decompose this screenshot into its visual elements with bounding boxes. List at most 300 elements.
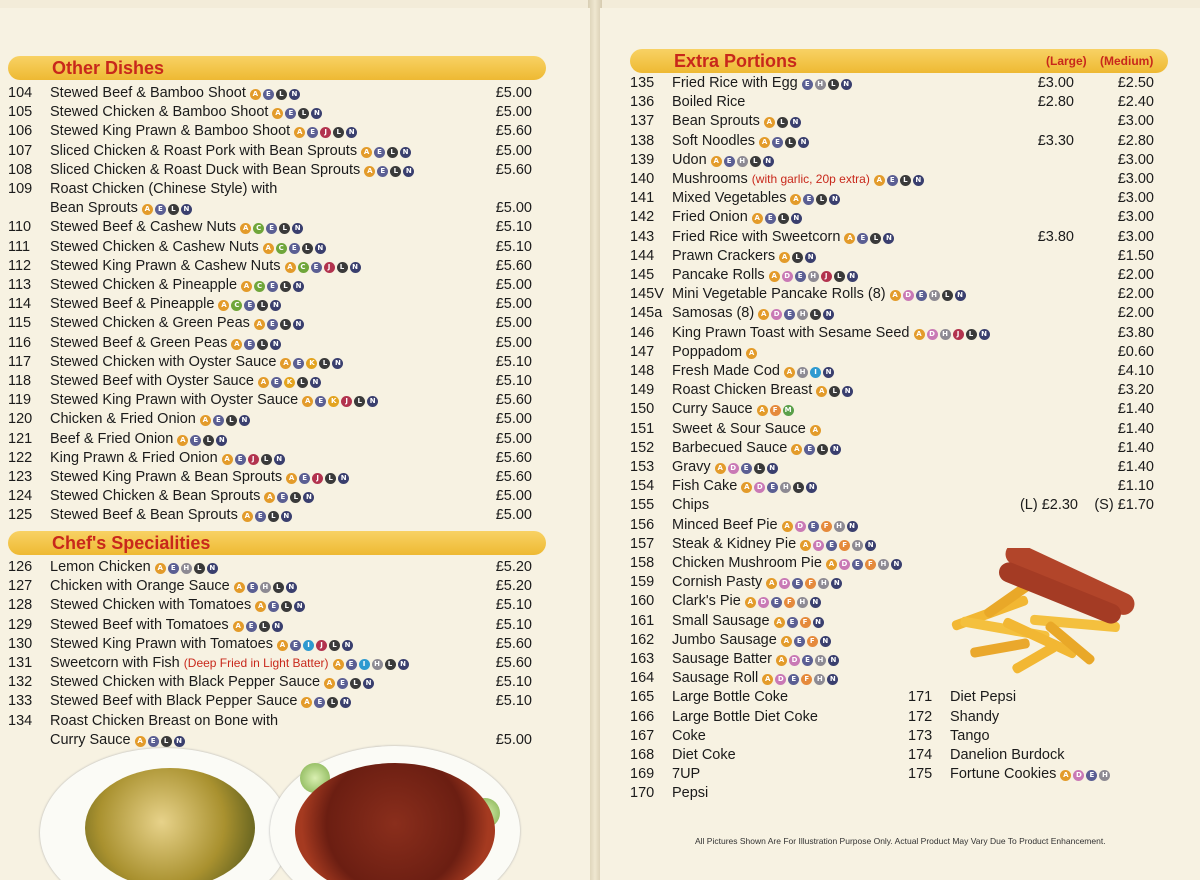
menu-item-row [8, 468, 538, 487]
allergen-badge-a: A [242, 511, 253, 522]
allergen-badge-l: L [828, 79, 839, 90]
item-name: Large Bottle Diet Coke [672, 708, 818, 725]
allergen-badge-e: E [803, 194, 814, 205]
item-name [672, 189, 840, 208]
allergen-badge-a: A [285, 262, 296, 273]
item-number: 113 [8, 277, 32, 293]
allergen-badge-f: F [807, 636, 818, 647]
allergen-badge-h: H [181, 563, 192, 574]
allergen-badges [744, 344, 757, 360]
item-name: Diet Coke [672, 747, 736, 763]
allergen-badge-c: C [231, 300, 242, 311]
allergen-badge-a: A [254, 319, 265, 330]
item-number: 119 [8, 392, 32, 409]
item-name-text: Stewed Beef & Bamboo Shoot [50, 85, 246, 101]
item-price-large: £3.30 [1037, 132, 1074, 149]
item-name-text: Stewed Chicken & Bamboo Shoot [50, 104, 269, 121]
item-price-small: (S) £1.70 [1094, 497, 1154, 514]
allergen-badge-a: A [301, 697, 312, 708]
allergen-badges [253, 597, 305, 613]
drink-item-row [630, 784, 890, 803]
allergen-badges [757, 133, 809, 149]
allergen-badge-h: H [797, 367, 808, 378]
item-name [672, 324, 990, 343]
item-name-text: Roast Chicken Breast [672, 382, 813, 399]
allergen-badges [798, 536, 876, 552]
item-number: 126 [8, 559, 33, 575]
item-name-text: Prawn Crackers [672, 247, 776, 264]
allergen-badge-e: E [724, 156, 735, 167]
allergen-badges [262, 488, 314, 504]
allergen-badge-a: A [914, 329, 925, 340]
allergen-badge-l: L [257, 339, 268, 350]
item-price: £5.20 [495, 559, 532, 575]
allergen-badges [153, 559, 218, 575]
allergen-badge-k: K [284, 377, 295, 388]
menu-item-row [8, 430, 538, 449]
allergen-badges [780, 517, 858, 533]
allergen-badge-a: A [764, 117, 775, 128]
allergen-badge-h: H [808, 271, 819, 282]
allergen-badges [764, 574, 842, 590]
item-price: £5.00 [495, 334, 532, 351]
allergen-badge-l: L [834, 271, 845, 282]
allergen-badges [239, 277, 304, 293]
allergen-badge-n: N [830, 444, 841, 455]
allergen-badges [789, 440, 841, 456]
item-number: 120 [8, 411, 33, 428]
item-number: 161 [630, 612, 655, 629]
item-number: 137 [630, 113, 655, 130]
allergen-badge-n: N [813, 617, 824, 628]
item-price: £5.00 [495, 200, 532, 217]
item-name [672, 93, 745, 112]
item-name-text: Udon [672, 151, 707, 168]
item-name [50, 103, 322, 122]
allergen-badges [842, 229, 894, 245]
item-price-medium: £1.40 [1117, 420, 1154, 437]
item-price-medium: £3.20 [1117, 382, 1154, 399]
item-price-medium: £4.10 [1117, 363, 1154, 379]
item-name [672, 477, 817, 496]
allergen-badge-a: A [790, 194, 801, 205]
allergen-badge-d: D [903, 290, 914, 301]
allergen-badge-e: E [267, 319, 278, 330]
item-name-text: Barbecued Sauce [672, 439, 788, 456]
allergen-badge-e: E [802, 79, 813, 90]
allergen-badge-n: N [315, 243, 326, 254]
allergen-badges [248, 85, 300, 101]
item-name [950, 746, 1064, 765]
allergen-badge-e: E [213, 415, 224, 426]
allergen-badge-l: L [276, 89, 287, 100]
allergen-badge-i: I [303, 640, 314, 651]
allergen-badge-e: E [887, 175, 898, 186]
menu-item-row [8, 353, 538, 372]
item-name-text: Stewed Chicken with Tomatoes [50, 597, 252, 614]
allergen-badge-n: N [303, 492, 314, 503]
item-name-text: Soft Noodles [672, 132, 756, 149]
menu-item-row [630, 362, 1160, 381]
item-number: 145 [630, 267, 655, 283]
item-name-text: Stewed King Prawn & Cashew Nuts [50, 257, 281, 274]
item-name [50, 712, 278, 731]
allergen-badge-n: N [311, 108, 322, 119]
item-name [672, 285, 966, 304]
allergen-badge-a: A [774, 617, 785, 628]
section-title: Other Dishes [52, 58, 165, 78]
allergen-badge-a: A [890, 290, 901, 301]
allergen-badges [331, 655, 409, 671]
allergen-badge-a: A [264, 492, 275, 503]
allergen-badge-a: A [810, 425, 821, 436]
menu-item-row [8, 654, 538, 673]
item-name [50, 616, 283, 635]
allergen-badge-n: N [207, 563, 218, 574]
item-name [672, 151, 774, 170]
allergen-badge-l: L [900, 175, 911, 186]
item-number: 159 [630, 574, 655, 591]
item-name-text: Boiled Rice [672, 94, 746, 111]
item-price-medium: £1.40 [1117, 401, 1154, 418]
allergen-badge-a: A [741, 482, 752, 493]
item-number: 172 [908, 708, 933, 725]
item-name [50, 449, 285, 468]
allergen-badge-n: N [398, 659, 409, 670]
allergen-badges [261, 239, 326, 255]
item-name [672, 612, 824, 631]
allergen-badge-e: E [263, 89, 274, 100]
drink-item-row [630, 765, 890, 784]
item-name-text: Pancake Rolls [672, 267, 765, 283]
item-price-large: £2.80 [1037, 94, 1074, 111]
allergen-badges [283, 258, 361, 274]
item-name-text: Stewed King Prawn with Oyster Sauce [50, 392, 299, 409]
item-number: 156 [630, 516, 655, 533]
section-banner [8, 56, 546, 80]
allergen-badge-d: D [775, 674, 786, 685]
allergen-badge-a: A [218, 300, 229, 311]
item-number: 131 [8, 655, 33, 671]
item-name-text: Stewed Beef & Green Peas [50, 334, 228, 351]
item-number: 110 [8, 219, 32, 236]
column-header-medium: (Medium) [1100, 54, 1154, 68]
allergen-badge-l: L [350, 678, 361, 689]
menu-item-row [8, 314, 538, 333]
allergen-badge-h: H [818, 578, 829, 589]
allergen-badge-n: N [310, 377, 321, 388]
allergen-badge-a: A [272, 108, 283, 119]
item-name-text: Sweet & Sour Sauce [672, 420, 806, 437]
allergen-badge-e: E [374, 147, 385, 158]
item-name [672, 516, 858, 535]
item-name-text: Stewed Chicken with Black Pepper Sauce [50, 674, 321, 691]
item-price-large: £3.80 [1037, 228, 1074, 245]
allergen-badge-l: L [259, 621, 270, 632]
allergen-badge-n: N [831, 578, 842, 589]
allergen-badge-l: L [754, 463, 765, 474]
allergen-badge-l: L [302, 243, 313, 254]
item-number: 138 [630, 132, 655, 149]
allergen-badges [743, 593, 821, 609]
item-name [672, 266, 858, 285]
item-name [50, 372, 321, 391]
allergen-badge-e: E [804, 444, 815, 455]
item-price: £5.60 [495, 635, 532, 652]
allergen-badges [814, 382, 853, 398]
allergen-badge-n: N [239, 415, 250, 426]
item-name-text: Steak & Kidney Pie [672, 535, 797, 552]
allergen-badge-f: F [801, 674, 812, 685]
allergen-badge-d: D [1073, 770, 1084, 781]
allergen-badges [175, 431, 227, 447]
allergen-badge-e: E [795, 271, 806, 282]
item-name-text: Mushrooms [672, 171, 748, 187]
menu-item-row [630, 400, 1160, 419]
allergen-badge-e: E [307, 127, 318, 138]
allergen-badge-e: E [377, 166, 388, 177]
allergen-badge-a: A [781, 636, 792, 647]
allergen-badge-l: L [325, 473, 336, 484]
allergen-badge-e: E [247, 582, 258, 593]
allergen-badge-e: E [1086, 770, 1097, 781]
item-name-text: Fortune Cookies [950, 766, 1057, 783]
allergen-badge-n: N [270, 339, 281, 350]
item-price: £5.00 [495, 142, 532, 159]
item-price: £5.10 [495, 373, 532, 389]
allergen-badge-f: F [770, 405, 781, 416]
chips-sausage-photo [940, 548, 1150, 678]
allergen-badge-l: L [333, 127, 344, 138]
allergen-badge-a: A [361, 147, 372, 158]
allergen-badge-l: L [966, 329, 977, 340]
item-number: 136 [630, 94, 655, 111]
item-price: £5.00 [495, 488, 532, 505]
allergen-badge-n: N [281, 511, 292, 522]
allergen-badge-a: A [233, 621, 244, 632]
item-name [950, 727, 990, 746]
allergen-badge-e: E [266, 223, 277, 234]
allergen-badge-h: H [372, 659, 383, 670]
item-number: 141 [630, 190, 655, 207]
allergen-badge-e: E [289, 243, 300, 254]
menu-item-row [8, 673, 538, 692]
allergen-badges [292, 123, 357, 139]
item-number: 133 [8, 693, 33, 710]
allergen-badge-n: N [913, 175, 924, 186]
allergen-badge-d: D [771, 309, 782, 320]
allergen-badges [762, 113, 801, 129]
allergen-badge-l: L [785, 137, 796, 148]
allergen-badge-n: N [332, 358, 343, 369]
allergen-badge-n: N [827, 674, 838, 685]
menu-item-row [8, 180, 538, 199]
allergen-badge-j: J [324, 262, 335, 273]
item-name [50, 161, 414, 180]
allergen-badge-a: A [234, 582, 245, 593]
allergen-badge-a: A [240, 223, 251, 234]
allergen-badge-e: E [285, 108, 296, 119]
item-price: £5.00 [495, 296, 532, 313]
allergen-badge-a: A [1060, 770, 1071, 781]
allergen-badges [359, 143, 411, 159]
allergen-badge-e: E [741, 463, 752, 474]
menu-item-row [630, 228, 1160, 247]
right-menu-page [600, 8, 1200, 880]
item-name-text: Bean Sprouts [672, 113, 760, 130]
allergen-badge-a: A [745, 597, 756, 608]
allergen-badge-l: L [829, 386, 840, 397]
item-number: 109 [8, 181, 33, 197]
allergen-badge-e: E [155, 204, 166, 215]
allergen-badge-n: N [272, 621, 283, 632]
drink-item-row [630, 688, 890, 707]
item-price-medium: £0.60 [1117, 343, 1154, 360]
item-price-medium: £2.00 [1117, 267, 1154, 283]
allergen-badge-l: L [329, 640, 340, 651]
item-name-text: Shandy [950, 708, 1000, 725]
item-name-text: Sliced Chicken & Roast Pork with Bean Sprouts [50, 142, 358, 159]
allergen-badge-e: E [271, 377, 282, 388]
item-name [672, 669, 838, 688]
section-banner [630, 49, 1168, 73]
allergen-badge-l: L [750, 156, 761, 167]
allergen-badge-n: N [847, 521, 858, 532]
menu-item-row [630, 247, 1160, 266]
allergen-badge-e: E [857, 233, 868, 244]
allergen-badge-l: L [168, 204, 179, 215]
allergen-badges [800, 75, 852, 91]
allergen-badge-l: L [810, 309, 821, 320]
allergen-badge-h: H [940, 329, 951, 340]
allergen-badge-a: A [800, 540, 811, 551]
allergen-badge-e: E [787, 617, 798, 628]
item-number: 124 [8, 488, 33, 505]
item-name [50, 276, 304, 295]
item-price: £5.00 [495, 277, 532, 293]
menu-item-row [8, 558, 538, 577]
item-name [50, 257, 361, 276]
allergen-badge-j: J [821, 271, 832, 282]
allergen-badges [362, 162, 414, 178]
menu-item-row [630, 208, 1160, 227]
allergen-badge-e: E [346, 659, 357, 670]
item-name [50, 692, 351, 711]
item-name [50, 596, 305, 615]
allergen-badge-i: I [810, 367, 821, 378]
allergen-badge-h: H [929, 290, 940, 301]
item-name-text: Mini Vegetable Pancake Rolls (8) [672, 286, 886, 303]
menu-item-row [630, 324, 1160, 343]
item-name [50, 353, 343, 372]
allergen-badges [912, 325, 990, 341]
allergen-badge-n: N [955, 290, 966, 301]
item-number: 170 [630, 785, 655, 802]
disclaimer-footer: All Pictures Shown Are For Illustration Purpose Only. Actual Product May Vary Due To Product Enhancement. [695, 836, 1106, 846]
item-price: £5.00 [495, 430, 532, 447]
item-price-large: £3.00 [1037, 75, 1074, 91]
allergen-badge-c: C [276, 243, 287, 254]
item-number: 118 [8, 373, 32, 389]
item-number: 132 [8, 674, 33, 691]
item-number: 158 [630, 555, 655, 571]
left-menu-page [0, 8, 590, 880]
item-name [50, 122, 357, 141]
allergen-badge-l: L [194, 563, 205, 574]
allergen-badge-a: A [776, 655, 787, 666]
item-name [50, 577, 297, 596]
allergen-badge-l: L [817, 444, 828, 455]
item-price: £5.00 [495, 507, 532, 524]
item-name [950, 688, 1016, 707]
allergen-badge-h: H [797, 309, 808, 320]
item-name-text: Chips [672, 497, 710, 514]
allergen-badge-l: L [387, 147, 398, 158]
item-price-medium: £2.00 [1117, 286, 1154, 303]
allergen-badges [808, 421, 821, 437]
item-price: £5.10 [495, 597, 532, 614]
item-name-text: Fried Rice with Sweetcorn [672, 228, 841, 245]
section-banner [8, 531, 546, 555]
allergen-badge-n: N [823, 309, 834, 320]
item-price: £5.60 [495, 257, 532, 274]
drink-item-row [908, 746, 1168, 765]
item-price: £5.00 [495, 411, 532, 428]
menu-item-row [8, 449, 538, 468]
item-note: (Deep Fried in Light Batter) [183, 656, 329, 670]
menu-item-row [630, 266, 1160, 285]
allergen-badge-a: A [258, 377, 269, 388]
item-number: 144 [630, 247, 655, 264]
menu-item-row [8, 295, 538, 314]
allergen-badge-a: A [762, 674, 773, 685]
item-name-text: Chicken & Fried Onion [50, 411, 196, 428]
item-name-text: Sausage Batter [672, 651, 772, 667]
item-price: £5.10 [495, 219, 532, 236]
allergen-badge-a: A [766, 578, 777, 589]
allergen-badge-a: A [263, 243, 274, 254]
allergen-badge-h: H [260, 582, 271, 593]
allergen-badge-l: L [226, 415, 237, 426]
item-name-text: Chicken Mushroom Pie [672, 555, 822, 571]
allergen-badge-a: A [746, 348, 757, 359]
item-name: Pepsi [672, 785, 709, 802]
allergen-badge-e: E [277, 492, 288, 503]
item-number: 148 [630, 363, 655, 379]
item-price: £5.10 [495, 353, 532, 370]
item-name-text: Chicken with Orange Sauce [50, 578, 230, 595]
allergen-badge-n: N [363, 678, 374, 689]
allergen-badge-e: E [767, 482, 778, 493]
allergen-badge-n: N [763, 156, 774, 167]
allergen-badge-h: H [815, 79, 826, 90]
drink-item-row [908, 727, 1168, 746]
allergen-badge-e: E [852, 559, 863, 570]
item-name [50, 673, 374, 692]
item-name [50, 314, 304, 333]
allergen-badge-n: N [841, 79, 852, 90]
allergen-badge-a: A [294, 127, 305, 138]
allergen-badge-a: A [280, 358, 291, 369]
allergen-badge-e: E [315, 396, 326, 407]
item-name-text: Cornish Pasty [672, 574, 763, 591]
allergen-badge-k: K [328, 396, 339, 407]
item-name-text: Tango [950, 727, 990, 744]
allergen-badge-n: N [791, 213, 802, 224]
item-name [50, 487, 314, 506]
item-name [672, 170, 924, 189]
item-name [50, 84, 300, 103]
